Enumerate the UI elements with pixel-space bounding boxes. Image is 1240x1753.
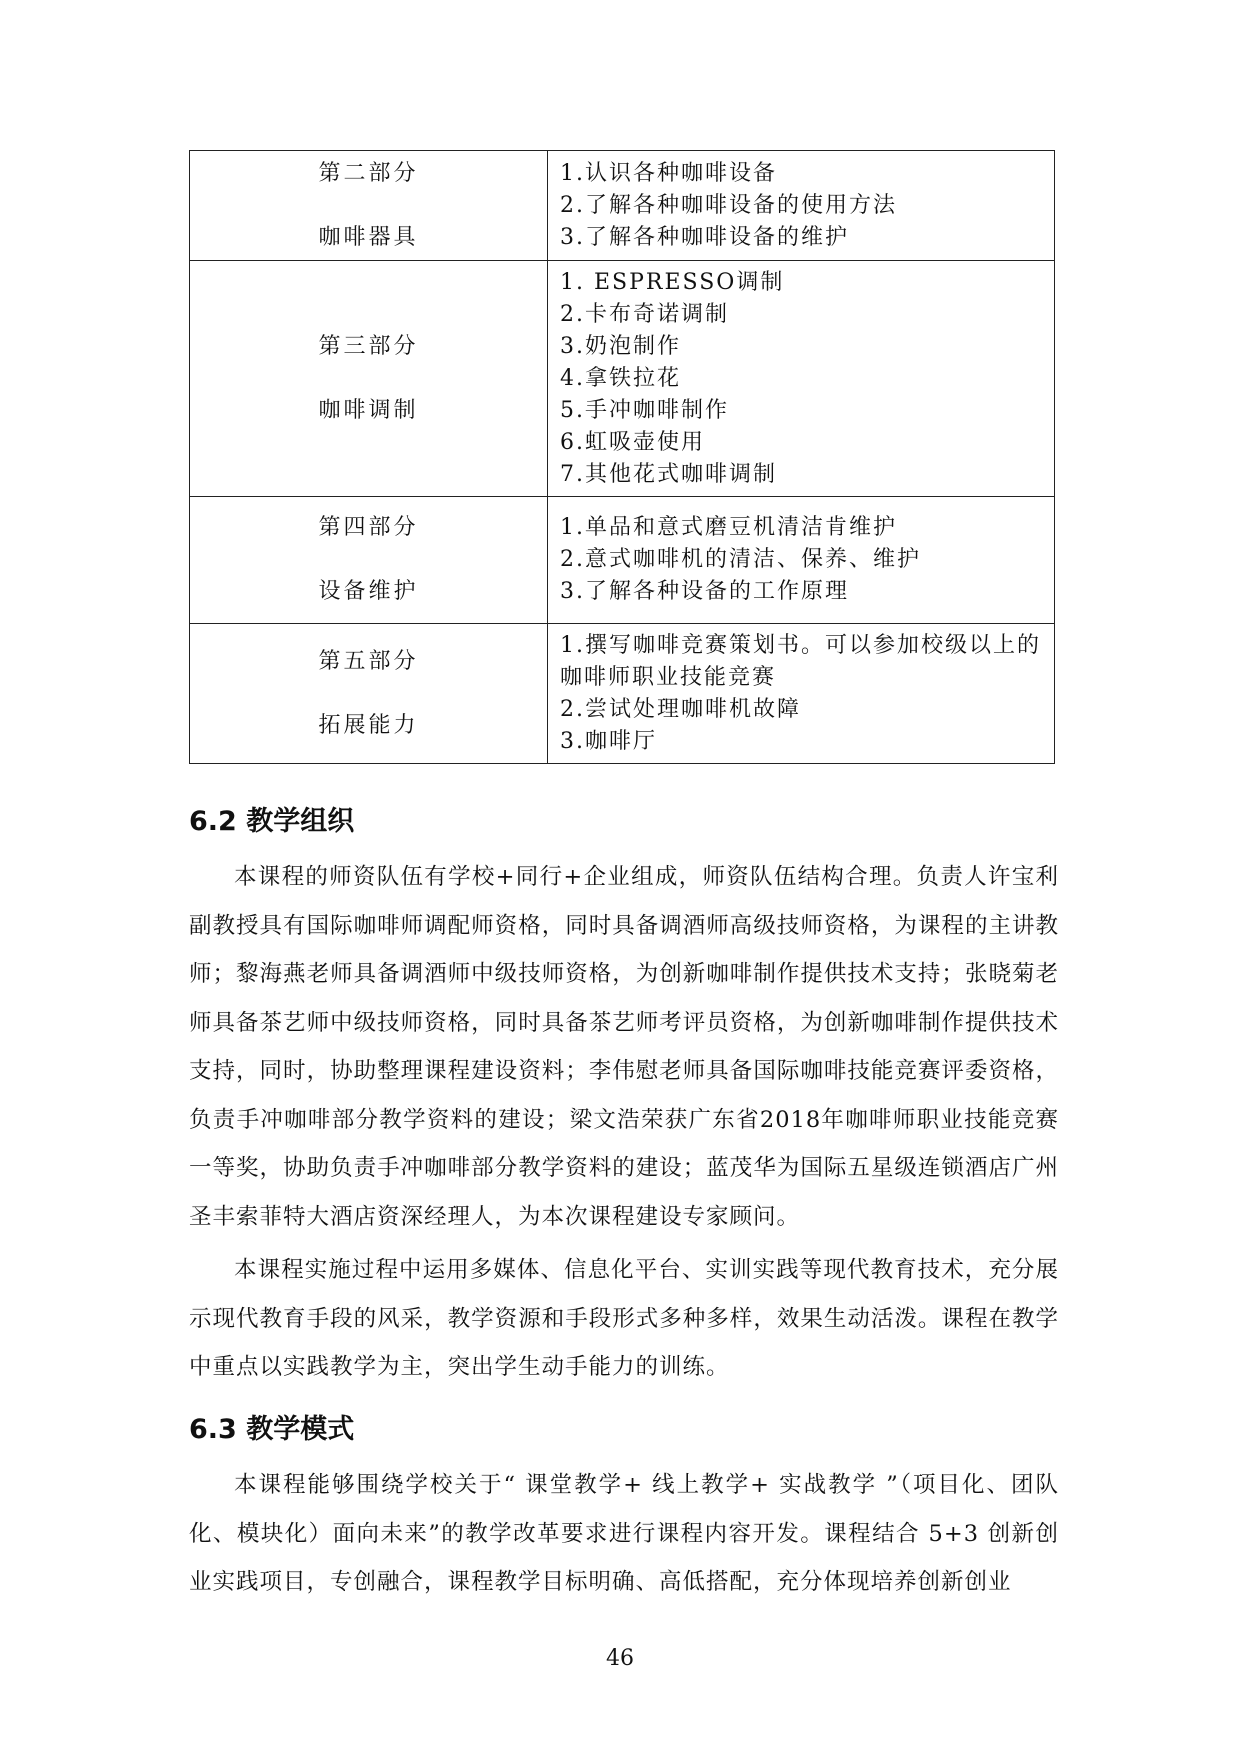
page-number: 46: [606, 1646, 634, 1671]
table-row: [190, 151, 1055, 261]
list-item: 7.其他花式咖啡调制: [560, 461, 777, 487]
list-item: 2.意式咖啡机的清洁、保养、维护: [560, 547, 921, 572]
list-item: 1.单品和意式磨豆机清洁肯维护: [560, 515, 897, 540]
part-name: 咖啡器具: [318, 224, 419, 250]
part-label: 第四部分: [318, 515, 419, 540]
paragraph: 本课程的师资队伍有学校+同行+企业组成，师资队伍结构合理。负责人许宝利副教授具有国际咖啡师调配师资格，同时具备调酒师高级技师资格，为课程的主讲教师；黎海燕老师具备调酒师中级技师资格，为创新咖啡制作提供技术支持；张晓菊老师具备茶艺师中级技师资格，同时具备茶艺师考评员资格，为创新咖啡制作提供技术支持，同时，协助整理课程建设资料；李伟慰老师具备国际咖啡技能竞赛评委资格，负责手冲咖啡部分教学资料的建设；梁文浩荣获广东省2018年咖啡师职业技能竞赛一等奖，协助负责手冲咖啡部分教学资料的建设；蓝茂华为国际五星级连锁酒店广州圣丰索菲特大酒店资深经理人，为本次课程建设专家顾问。: [189, 864, 1059, 1230]
list-item: 1.撰写咖啡竞赛策划书。可以参加校级以上的咖啡师职业技能竞赛: [560, 632, 1041, 690]
table-row: [190, 624, 1055, 764]
content-cell: [548, 497, 1055, 624]
section-heading: 6.3 教学模式: [189, 1414, 355, 1445]
part-name: 咖啡调制: [318, 397, 419, 423]
table-row: [190, 497, 1055, 624]
part-label: 第五部分: [318, 648, 419, 674]
list-item: 1.认识各种咖啡设备: [560, 160, 777, 186]
part-label: 第二部分: [318, 160, 419, 186]
part-cell: [190, 497, 548, 624]
list-item: 2.了解各种咖啡设备的使用方法: [560, 192, 897, 218]
list-item: 4.拿铁拉花: [560, 365, 681, 391]
list-item: 5.手冲咖啡制作: [560, 397, 729, 423]
list-item: 6.虹吸壶使用: [560, 429, 705, 455]
list-item: 3.了解各种咖啡设备的维护: [560, 224, 849, 250]
part-name: 设备维护: [318, 579, 419, 604]
part-cell: [190, 151, 548, 261]
part-label: 第三部分: [318, 333, 419, 359]
paragraph: 本课程实施过程中运用多媒体、信息化平台、实训实践等现代教育技术，充分展示现代教育手段的风采，教学资源和手段形式多种多样，效果生动活泼。课程在教学中重点以实践教学为主，突出学生动手能力的训练。: [189, 1257, 1059, 1380]
list-item: 3.了解各种设备的工作原理: [560, 579, 849, 604]
list-item: 3.奶泡制作: [560, 333, 681, 359]
course-content-table: [189, 150, 1055, 764]
list-item: 2.尝试处理咖啡机故障: [560, 696, 801, 722]
part-cell: [190, 261, 548, 497]
content-cell: [548, 151, 1055, 261]
content-cell: [548, 261, 1055, 497]
list-item: 3.咖啡厅: [560, 728, 657, 754]
paragraph: 本课程能够围绕学校关于“ 课堂教学+ 线上教学+ 实战教学 ”（项目化、团队化、模块化）面向未来”的教学改革要求进行课程内容开发。课程结合 5+3 创新创业实践项目，专创融合，课程教学目标明确、高低搭配，充分体现培养创新创业: [189, 1472, 1059, 1595]
section-heading: 6.2 教学组织: [189, 806, 355, 837]
part-name: 拓展能力: [318, 712, 419, 738]
content-cell: [548, 624, 1055, 764]
list-item: 2.卡布奇诺调制: [560, 301, 729, 327]
part-cell: [190, 624, 548, 764]
list-item: 1. ESPRESSO调制: [560, 269, 785, 295]
table-row: [190, 261, 1055, 497]
